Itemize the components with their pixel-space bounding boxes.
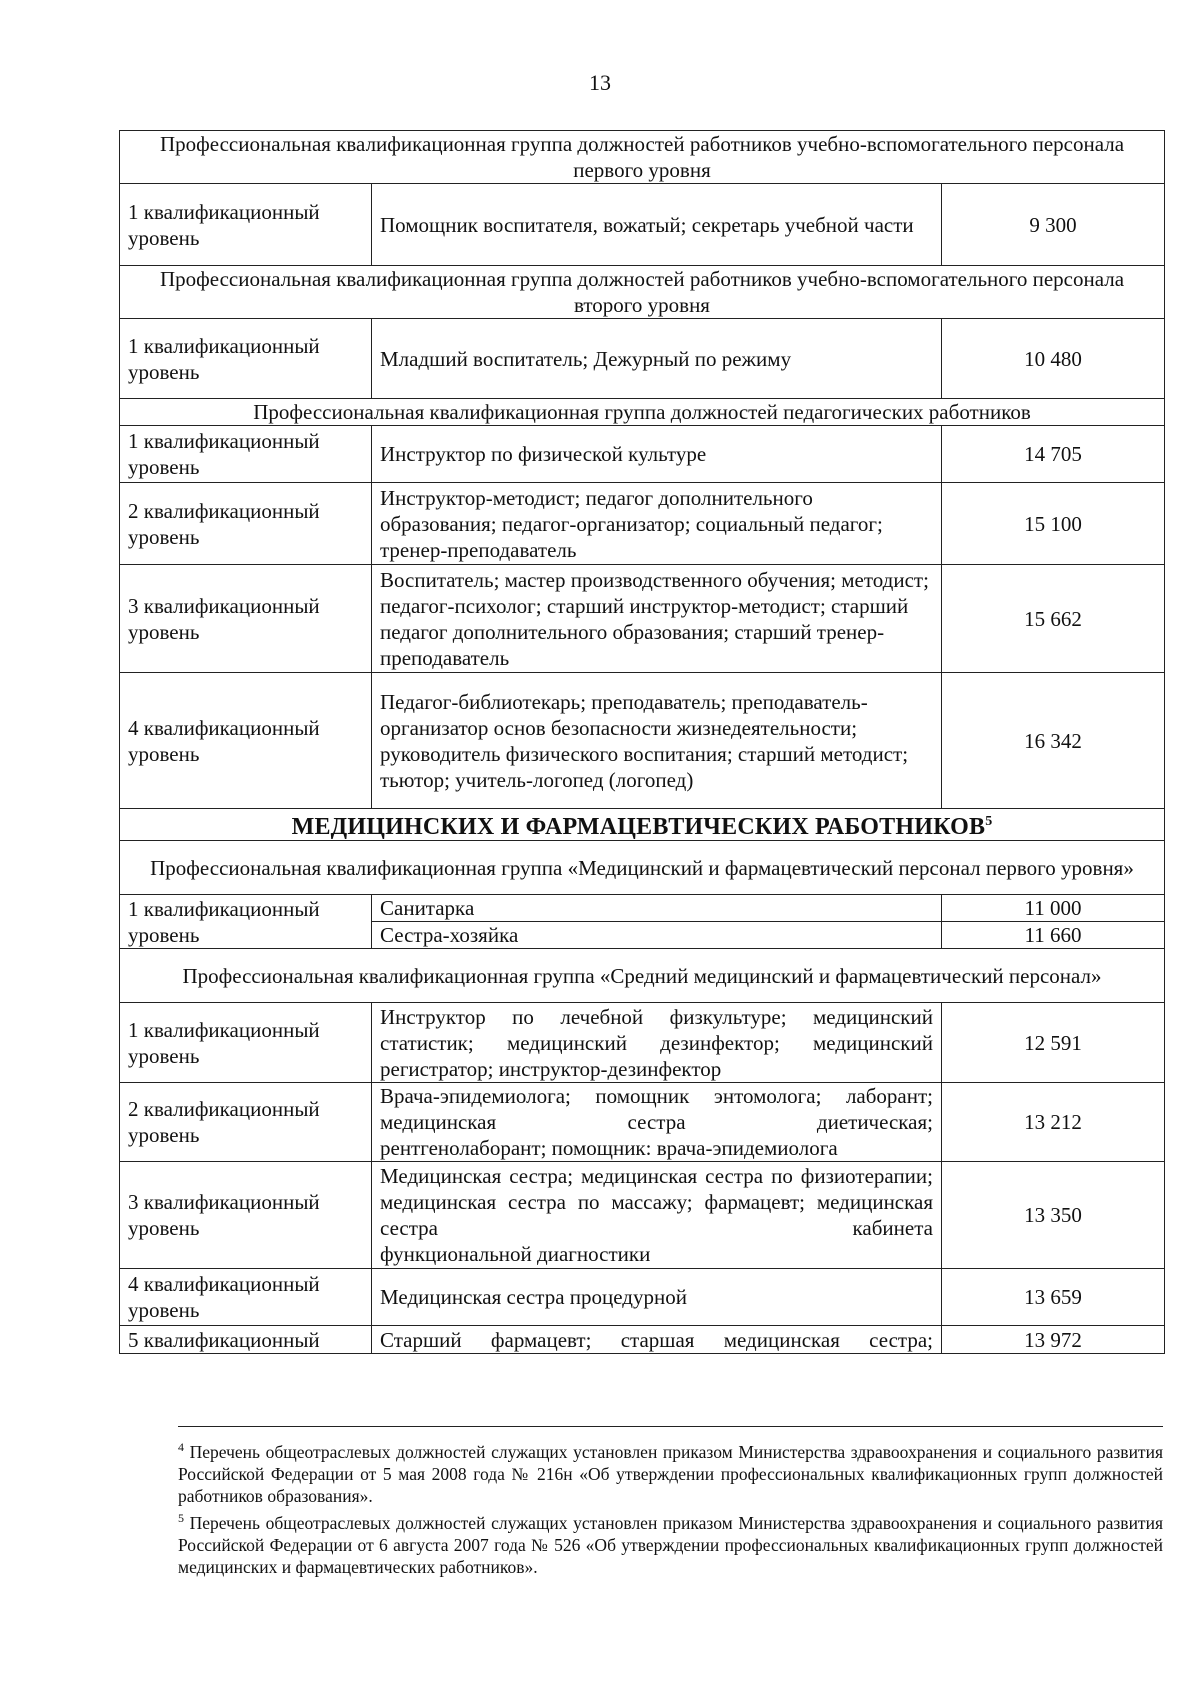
salary-value: 9 300 [942,184,1165,266]
footnote-4 [178,1436,1163,1507]
level-cell: 1 квалификационный уровень [120,1003,372,1083]
salary-value: 15 662 [942,565,1165,673]
level-cell: 2 квалификационный уровень [120,1083,372,1162]
positions-cell: Санитарка [372,895,942,922]
positions-text: Инструктор по лечебной физкультуре; медицинский статистик; медицинский дезинфектор; медицинский [380,1004,933,1055]
positions-text-last: функциональной диагностики [380,1242,651,1266]
positions-cell [372,1003,942,1083]
footnote-text: Перечень общеотраслевых должностей служащих установлен приказом Министерства здравоохранения и социального развития Российской Федерации от 5 мая 2008 года № 216н «Об утверждении профессиональных квалификационных групп должностей работников образования». [178,1441,1163,1506]
group-header: Профессиональная квалификационная группа должностей педагогических работников [120,399,1165,426]
footnote-5 [178,1507,1163,1578]
level-cell: 1 квалификационный уровень [120,426,372,483]
salary-value: 11 660 [942,922,1165,949]
footnote-ref: 5 [985,814,993,829]
positions-text-last: рентгенолаборант; помощник: врача-эпидемиолога [380,1136,838,1160]
section-title-text: МЕДИЦИНСКИХ И ФАРМАЦЕВТИЧЕСКИХ РАБОТНИКОВ [291,814,986,840]
positions-cell: Сестра-хозяйка [372,922,942,949]
salary-value: 13 350 [942,1162,1165,1269]
positions-text: Медицинская сестра; медицинская сестра по физиотерапии; медицинская сестра по массажу; фармацевт; медицинская сестра кабинета [380,1164,933,1240]
footnote-divider [178,1426,1163,1427]
salary-value: 13 972 [942,1326,1165,1354]
level-cell: 1 квалификационный уровень [120,319,372,399]
section-title [120,809,1165,841]
salary-value: 14 705 [942,426,1165,483]
salary-value: 10 480 [942,319,1165,399]
group-header: Профессиональная квалификационная группа «Средний медицинский и фармацевтический персонал» [120,949,1165,1003]
positions-cell: Помощник воспитателя, вожатый; секретарь учебной части [372,184,942,266]
salary-value: 13 212 [942,1083,1165,1162]
level-cell: 3 квалификационный уровень [120,565,372,673]
positions-cell: Инструктор по физической культуре [372,426,942,483]
level-cell: 3 квалификационный уровень [120,1162,372,1269]
positions-cell: Воспитатель; мастер производственного обучения; методист; педагог-психолог; старший инструктор-методист; старший педагог дополнительного образования; старший тренер-преподаватель [372,565,942,673]
salary-table [119,130,1165,1354]
positions-cell: Инструктор-методист; педагог дополнительного образования; педагог-организатор; социальный педагог; тренер-преподаватель [372,483,942,565]
group-header: Профессиональная квалификационная группа должностей работников учебно-вспомогательного персонала первого уровня [120,131,1165,184]
salary-value: 15 100 [942,483,1165,565]
positions-text-last: регистратор; инструктор-дезинфектор [380,1056,722,1081]
level-cell: 1 квалификационный уровень [120,184,372,266]
level-cell: 4 квалификационный уровень [120,1269,372,1326]
level-cell: 5 квалификационный [120,1326,372,1354]
positions-cell [372,1162,942,1269]
footnote-mark: 5 [178,1510,184,1525]
level-cell: 2 квалификационный уровень [120,483,372,565]
salary-value: 12 591 [942,1003,1165,1083]
positions-cell: Младший воспитатель; Дежурный по режиму [372,319,942,399]
level-cell: 4 квалификационный уровень [120,673,372,809]
positions-cell: Старший фармацевт; старшая медицинская сестра; [372,1326,942,1354]
positions-text: Врача-эпидемиолога; помощник энтомолога; лаборант; медицинская сестра диетическая; [380,1084,933,1134]
footnote-mark: 4 [178,1440,184,1454]
page-number: 13 [589,70,611,95]
group-header: Профессиональная квалификационная группа должностей работников учебно-вспомогательного персонала второго уровня [120,266,1165,319]
level-cell: 1 квалификационный уровень [120,895,372,949]
positions-cell [372,1083,942,1162]
footnotes [178,1436,1163,1578]
footnote-text: Перечень общеотраслевых должностей служащих установлен приказом Министерства здравоохранения и социального развития Российской Федерации от 6 августа 2007 года № 526 «Об утверждении профессиональных квалификационных групп должностей медицинских и фармацевтических работников». [178,1512,1163,1577]
group-header: Профессиональная квалификационная группа «Медицинский и фармацевтический персонал первого уровня» [120,841,1165,895]
salary-value: 13 659 [942,1269,1165,1326]
positions-cell: Медицинская сестра процедурной [372,1269,942,1326]
positions-cell: Педагог-библиотекарь; преподаватель; преподаватель-организатор основ безопасности жизнедеятельности; руководитель физического воспитания; старший методист; тьютор; учитель-логопед (логопед) [372,673,942,809]
salary-value: 16 342 [942,673,1165,809]
salary-value: 11 000 [942,895,1165,922]
